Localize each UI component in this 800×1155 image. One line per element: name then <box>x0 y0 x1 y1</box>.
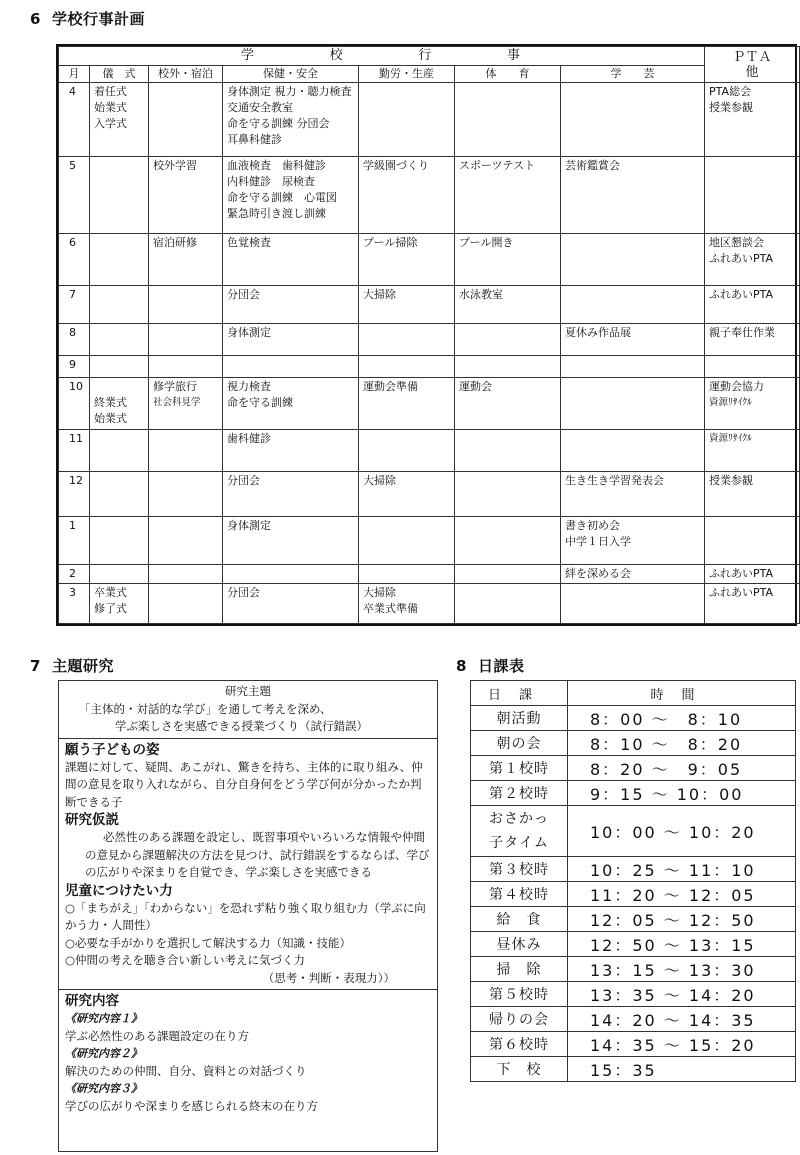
cell-pta <box>705 516 800 564</box>
cell-line: 絆を深める会 <box>565 566 631 580</box>
daily-period-time: 9：15 ～ 10：00 <box>568 781 796 806</box>
cell-pta <box>705 355 800 377</box>
cell-line: 大掃除 <box>363 585 396 599</box>
cell-pe <box>455 233 561 285</box>
theme-label: 研究主題 <box>225 684 271 698</box>
header-char: 事 <box>507 48 521 63</box>
col-ceremony: 儀 式 <box>90 66 149 83</box>
daily-row <box>471 1032 796 1057</box>
cell-line: 交通安全教室 <box>227 101 293 114</box>
hypothesis-heading: 研究仮説 <box>65 812 119 828</box>
events-group-header <box>59 47 705 66</box>
cell-line: 血液検査 歯科健診 <box>227 159 326 173</box>
cell-line: 社会科見学 <box>153 397 201 409</box>
cell-line <box>94 379 144 395</box>
cell-arts <box>561 285 705 323</box>
ability-heading: 児童につけたい力 <box>65 882 173 899</box>
daily-row <box>471 706 796 731</box>
col-health: 保健・安全 <box>223 66 359 83</box>
cell-month: 6 <box>59 233 90 285</box>
cell-line: 学級園づくり <box>363 159 429 173</box>
cell-line: 地区懇談会 <box>709 235 765 249</box>
daily-period-name: 第３校時 <box>471 857 568 882</box>
theme-line: 「主体的・対話的な学び」を通して考えを深め、 <box>79 701 332 716</box>
event-row <box>59 430 800 472</box>
cell-line: 校外学習 <box>153 159 197 173</box>
cell-labor <box>359 83 455 157</box>
cell-line: 大掃除 <box>363 287 396 301</box>
content-label: 《研究内容２》 <box>65 1047 142 1060</box>
cell-outside <box>149 472 223 516</box>
daily-period-name: 第４校時 <box>471 882 568 907</box>
cell-line: 着任式 <box>94 85 127 98</box>
cell-health <box>223 83 359 157</box>
event-row <box>59 564 800 583</box>
cell-labor <box>359 472 455 516</box>
cell-line: 分団会 <box>227 585 260 599</box>
cell-pta <box>705 157 800 233</box>
cell-health <box>223 323 359 355</box>
cell-pe <box>455 83 561 157</box>
cell-health <box>223 355 359 377</box>
daily-row <box>471 982 796 1007</box>
daily-row <box>471 957 796 982</box>
cell-month: 11 <box>59 430 90 472</box>
section-title-text: 日課表 <box>478 657 525 675</box>
header-char: 行 <box>418 48 432 63</box>
section-8-title <box>456 655 525 676</box>
event-row <box>59 83 800 157</box>
cell-health <box>223 564 359 583</box>
cell-line: プール開き <box>459 235 514 249</box>
cell-outside <box>149 233 223 285</box>
cell-ceremony <box>90 157 149 233</box>
cell-line: 修了式 <box>94 601 127 615</box>
cell-health <box>223 157 359 233</box>
cell-line: 運動会協力 <box>709 380 765 394</box>
event-row <box>59 516 800 564</box>
daily-row <box>471 907 796 932</box>
content-label: 《研究内容３》 <box>65 1082 142 1095</box>
daily-period-time: 8：00 ～ 8：10 <box>568 706 796 731</box>
cell-outside <box>149 516 223 564</box>
cell-ceremony <box>90 564 149 583</box>
daily-period-name: 昼休み <box>471 932 568 957</box>
daily-period-name: 掃 除 <box>471 957 568 982</box>
cell-health <box>223 378 359 430</box>
content-label: 《研究内容１》 <box>65 1012 142 1025</box>
cell-line: 夏休み作品展 <box>565 325 631 339</box>
cell-line: 親子奉仕作業 <box>709 325 776 339</box>
research-theme <box>59 681 437 739</box>
cell-pe <box>455 323 561 355</box>
daily-period-time: 10：00 ～ 10：20 <box>568 806 796 857</box>
cell-arts <box>561 516 705 564</box>
event-row <box>59 233 800 285</box>
daily-period-name: 帰りの会 <box>471 1007 568 1032</box>
school-events-table <box>56 44 797 626</box>
cell-health <box>223 472 359 516</box>
research-body <box>59 739 437 990</box>
event-row <box>59 157 800 233</box>
cell-health <box>223 430 359 472</box>
cell-pe <box>455 516 561 564</box>
daily-period-name: 第２校時 <box>471 781 568 806</box>
cell-line: 卒業式 <box>94 585 127 599</box>
content-text: 解決のための仲間、自分、資料との対話づくり <box>65 1063 307 1078</box>
daily-row <box>471 857 796 882</box>
cell-line: 歯科健診 <box>227 432 271 446</box>
daily-period-time: 13：15 ～ 13：30 <box>568 957 796 982</box>
cell-labor <box>359 516 455 564</box>
ability-item: ○仲間の考えを聴き合い新しい考えに気づく力 <box>65 953 306 967</box>
cell-line: 始業式 <box>94 101 127 114</box>
cell-arts <box>561 430 705 472</box>
pta-header: ＰＴＡ 他 <box>705 47 800 83</box>
cell-outside <box>149 83 223 157</box>
section-title-text: 学校行事計画 <box>52 10 146 28</box>
cell-month: 5 <box>59 157 90 233</box>
ability-item-note: （思考・判断・表現力）） <box>262 970 395 985</box>
content-heading: 研究内容 <box>65 993 119 1009</box>
daily-period-time: 12：50 ～ 13：15 <box>568 932 796 957</box>
daily-period-time: 10：25 ～ 11：10 <box>568 857 796 882</box>
cell-line: 内科健診 尿検査 <box>227 175 315 189</box>
cell-line: スポーツテスト <box>459 159 536 173</box>
cell-line: 終業式 <box>94 396 127 410</box>
cell-ceremony <box>90 472 149 516</box>
cell-outside <box>149 285 223 323</box>
cell-ceremony <box>90 285 149 323</box>
cell-pe <box>455 285 561 323</box>
daily-period-name: 朝活動 <box>471 706 568 731</box>
cell-labor <box>359 285 455 323</box>
cell-pta <box>705 285 800 323</box>
event-row <box>59 378 800 430</box>
event-row <box>59 355 800 377</box>
cell-line: 中学１日入学 <box>565 534 631 548</box>
cell-line: 資源ﾘｻｲｸﾙ <box>709 433 752 445</box>
cell-line: PTA総会 <box>709 85 752 98</box>
cell-line: 身体測定 <box>227 518 271 532</box>
ability-item: ○必要な手がかりを選択して解決する力（知識・技能） <box>65 935 352 950</box>
cell-pe <box>455 583 561 623</box>
cell-line: ふれあいPTA <box>709 566 774 580</box>
cell-outside <box>149 157 223 233</box>
cell-arts <box>561 378 705 430</box>
cell-outside <box>149 355 223 377</box>
cell-line: 水泳教室 <box>459 287 503 301</box>
child-text: 課題に対して、疑問、あこがれ、驚きを持ち、主体的に取り組み、仲間の意見を取り入れながら、自分自身何をどう学び何が分かったか判断できる子 <box>65 759 423 809</box>
ability-item: ○「まちがえ」「わからない」を恐れず粘り強く取り組む力（学ぶに向かう力・人間性） <box>65 900 426 932</box>
cell-line: 芸術鑑賞会 <box>565 159 620 173</box>
event-row <box>59 323 800 355</box>
cell-ceremony <box>90 430 149 472</box>
cell-outside <box>149 583 223 623</box>
cell-ceremony <box>90 583 149 623</box>
cell-ceremony <box>90 355 149 377</box>
cell-line: 運動会準備 <box>363 380 418 394</box>
cell-ceremony <box>90 323 149 355</box>
cell-line: 資源ﾘｻｲｸﾙ <box>709 397 752 409</box>
daily-period-time: 14：35 ～ 15：20 <box>568 1032 796 1057</box>
daily-period-name: 第１校時 <box>471 756 568 781</box>
event-row <box>59 583 800 623</box>
daily-row <box>471 756 796 781</box>
cell-labor <box>359 323 455 355</box>
cell-pta <box>705 583 800 623</box>
cell-labor <box>359 564 455 583</box>
cell-line: ふれあいPTA <box>709 251 774 265</box>
daily-period-name: 下 校 <box>471 1057 568 1082</box>
cell-pe <box>455 157 561 233</box>
cell-labor <box>359 355 455 377</box>
theme-line: 学ぶ楽しさを実感できる授業づくり（試行錯誤） <box>115 719 368 733</box>
cell-outside <box>149 430 223 472</box>
event-row <box>59 472 800 516</box>
daily-period-time: 13：35 ～ 14：20 <box>568 982 796 1007</box>
cell-month: 7 <box>59 285 90 323</box>
daily-header-row <box>471 681 796 706</box>
cell-health <box>223 233 359 285</box>
cell-month: 1 <box>59 516 90 564</box>
cell-labor <box>359 430 455 472</box>
daily-row <box>471 932 796 957</box>
cell-line: ふれあいPTA <box>709 287 774 301</box>
daily-period-name: 朝の会 <box>471 731 568 756</box>
daily-period-time: 8：20 ～ 9：05 <box>568 756 796 781</box>
daily-period-name: 第６校時 <box>471 1032 568 1057</box>
research-content <box>59 989 437 1117</box>
cell-line: 命を守る訓練 分団会 <box>227 117 330 130</box>
event-row <box>59 285 800 323</box>
cell-line: 身体測定 視力・聴力検査 <box>227 85 352 98</box>
cell-line: 緊急時引き渡し訓練 <box>227 207 326 221</box>
content-text: 学びの広がりや深まりを感じられる終末の在り方 <box>65 1098 318 1113</box>
cell-line: 書き初め会 <box>565 518 620 532</box>
col-month: 月 <box>59 66 90 83</box>
daily-period-time: 11：20 ～ 12：05 <box>568 882 796 907</box>
cell-month: 12 <box>59 472 90 516</box>
cell-line: 大掃除 <box>363 474 396 488</box>
cell-arts <box>561 564 705 583</box>
cell-ceremony <box>90 516 149 564</box>
cell-ceremony <box>90 378 149 430</box>
cell-line: 色覚検査 <box>227 235 271 249</box>
cell-line: 耳鼻科健診 <box>227 133 282 146</box>
cell-month: 10 <box>59 378 90 430</box>
cell-arts <box>561 157 705 233</box>
cell-pta <box>705 430 800 472</box>
child-heading: 願う子どもの姿 <box>65 741 160 758</box>
cell-pe <box>455 564 561 583</box>
daily-row <box>471 882 796 907</box>
section-number: 8 <box>456 657 467 675</box>
content-text: 学ぶ必然性のある課題設定の在り方 <box>65 1028 249 1043</box>
cell-line: 生き生き学習発表会 <box>565 474 664 488</box>
cell-pe <box>455 355 561 377</box>
cell-pta <box>705 564 800 583</box>
daily-row <box>471 806 796 857</box>
section-7-title <box>30 655 114 676</box>
hypothesis-text: 必然性のある課題を設定し、既習事項やいろいろな情報や仲間の意見から課題解決の方法を見つけ、試行錯誤をするならば、学びの広がりや深まりを自覚でき、学ぶ楽しさを実感できる <box>85 830 430 879</box>
col-pe: 体 育 <box>455 66 561 83</box>
cell-outside <box>149 564 223 583</box>
daily-schedule-table <box>470 680 796 1082</box>
cell-labor <box>359 583 455 623</box>
cell-line: 卒業式準備 <box>363 601 418 615</box>
cell-pe <box>455 430 561 472</box>
cell-line: ふれあいPTA <box>709 585 774 599</box>
daily-row <box>471 731 796 756</box>
cell-arts <box>561 233 705 285</box>
cell-month: 2 <box>59 564 90 583</box>
cell-month: 8 <box>59 323 90 355</box>
cell-pta <box>705 83 800 157</box>
cell-labor <box>359 233 455 285</box>
cell-line: 視力検査 <box>227 380 271 394</box>
cell-labor <box>359 157 455 233</box>
section-6-title <box>30 8 145 29</box>
section-number: 7 <box>30 657 41 675</box>
cell-arts <box>561 583 705 623</box>
daily-period-time: 8：10 ～ 8：20 <box>568 731 796 756</box>
daily-row <box>471 1057 796 1082</box>
cell-line: 命を守る訓練 心電図 <box>227 191 337 205</box>
section-title-text: 主題研究 <box>52 657 115 675</box>
cell-line: 分団会 <box>227 287 260 301</box>
cell-arts <box>561 472 705 516</box>
cell-line: 始業式 <box>94 412 127 426</box>
daily-period-name: 第５校時 <box>471 982 568 1007</box>
cell-ceremony <box>90 233 149 285</box>
cell-month: 4 <box>59 83 90 157</box>
cell-month: 9 <box>59 355 90 377</box>
col-outside: 校外・宿泊 <box>149 66 223 83</box>
cell-line: 授業参観 <box>709 474 754 488</box>
cell-pta <box>705 472 800 516</box>
cell-pta <box>705 233 800 285</box>
cell-line: 修学旅行 <box>153 380 197 394</box>
daily-period-name: おさかっ子タイム <box>471 806 568 857</box>
daily-period-name: 給 食 <box>471 907 568 932</box>
cell-line: 宿泊研修 <box>153 235 197 249</box>
cell-arts <box>561 323 705 355</box>
daily-col-time: 時間 <box>568 681 796 706</box>
cell-health <box>223 285 359 323</box>
cell-pe <box>455 472 561 516</box>
col-arts: 学 芸 <box>561 66 705 83</box>
header-char: 校 <box>329 48 343 63</box>
daily-period-time: 14：20 ～ 14：35 <box>568 1007 796 1032</box>
cell-pta <box>705 378 800 430</box>
cell-ceremony <box>90 83 149 157</box>
daily-row <box>471 781 796 806</box>
header-char: 学 <box>241 48 255 63</box>
cell-line: 入学式 <box>94 117 127 130</box>
cell-line: 運動会 <box>459 380 492 394</box>
cell-outside <box>149 323 223 355</box>
cell-line: 分団会 <box>227 474 260 488</box>
cell-pe <box>455 378 561 430</box>
cell-health <box>223 583 359 623</box>
daily-row <box>471 1007 796 1032</box>
daily-period-time: 12：05 ～ 12：50 <box>568 907 796 932</box>
cell-arts <box>561 355 705 377</box>
section-number: 6 <box>30 10 41 28</box>
cell-line: 授業参観 <box>709 101 754 114</box>
cell-labor <box>359 378 455 430</box>
cell-outside <box>149 378 223 430</box>
col-labor: 勤労・生産 <box>359 66 455 83</box>
research-box <box>58 680 438 1152</box>
cell-month: 3 <box>59 583 90 623</box>
cell-line: プール掃除 <box>363 235 418 249</box>
cell-arts <box>561 83 705 157</box>
cell-line: 身体測定 <box>227 325 271 339</box>
cell-line: 命を守る訓練 <box>227 396 293 410</box>
cell-health <box>223 516 359 564</box>
daily-col-name: 日課 <box>471 681 568 706</box>
cell-pta <box>705 323 800 355</box>
daily-period-time: 15：35 <box>568 1057 796 1082</box>
